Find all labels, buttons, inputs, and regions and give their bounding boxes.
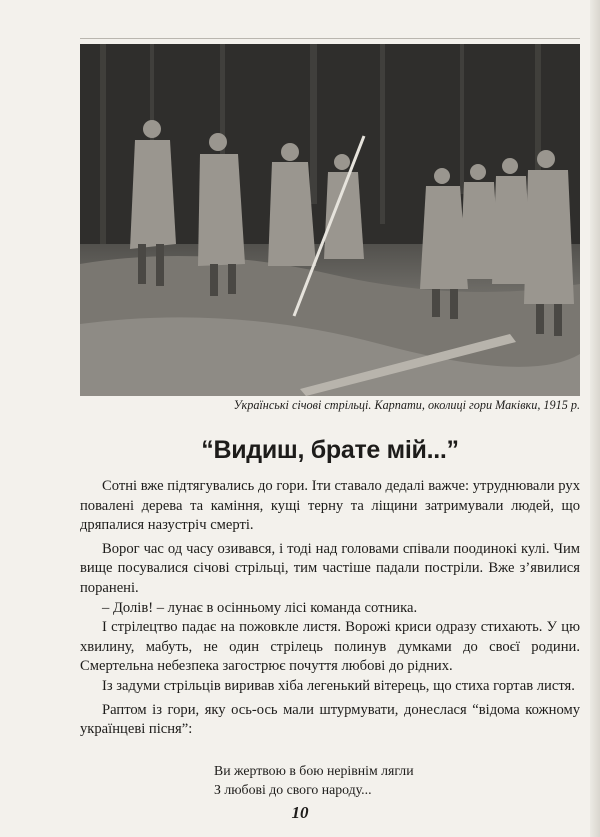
section-title: “Видиш, брате мій...” xyxy=(201,436,459,464)
page-number: 10 xyxy=(291,803,309,822)
page-edge xyxy=(590,0,600,837)
paragraph: – Долів! – лунає в осінньому лісі команда сотника. xyxy=(102,599,418,616)
header-rule xyxy=(80,38,580,39)
poem-quote xyxy=(214,761,414,799)
paragraph: І стрілецтво падає на пожовкле листя. Ворожі криси одразу стихають. У цю хвилину, мабуть, не один стрілець полинув думками до своєї родини. Смертельна небезпека загострює почуття любові до рідних. xyxy=(80,619,580,675)
poem-line: З любові до свого народу... xyxy=(214,782,372,797)
paragraph: Раптом із гори, яку ось-ось мали штурмувати, донеслася “відома кожному українцеві пісня”: xyxy=(80,701,580,738)
historical-photo xyxy=(80,44,580,396)
paragraph: Ворог час од часу озивався, і тоді над головами співали поодинокі кулі. Чим вище посувалися січові стрільці, тим частіше падали постріли. Вже з’явилися поранені. xyxy=(80,540,580,596)
photo-caption: Українські січові стрільці. Карпати, околиці гори Маківки, 1915 р. xyxy=(233,398,580,412)
poem-line: Ви жертвою в бою нерівнім лягли xyxy=(214,763,414,778)
paragraph: Сотні вже підтягувались до гори. Іти ставало дедалі важче: утруднювали рух повалені дерева та каміння, кущі терну та ліщини затримували людей, що дряпалися назустріч смерті. xyxy=(80,478,580,534)
body-text xyxy=(80,477,580,740)
paragraph: Із задуми стрільців виривав хіба легенький вітерець, що стиха гортав листя. xyxy=(102,677,575,694)
